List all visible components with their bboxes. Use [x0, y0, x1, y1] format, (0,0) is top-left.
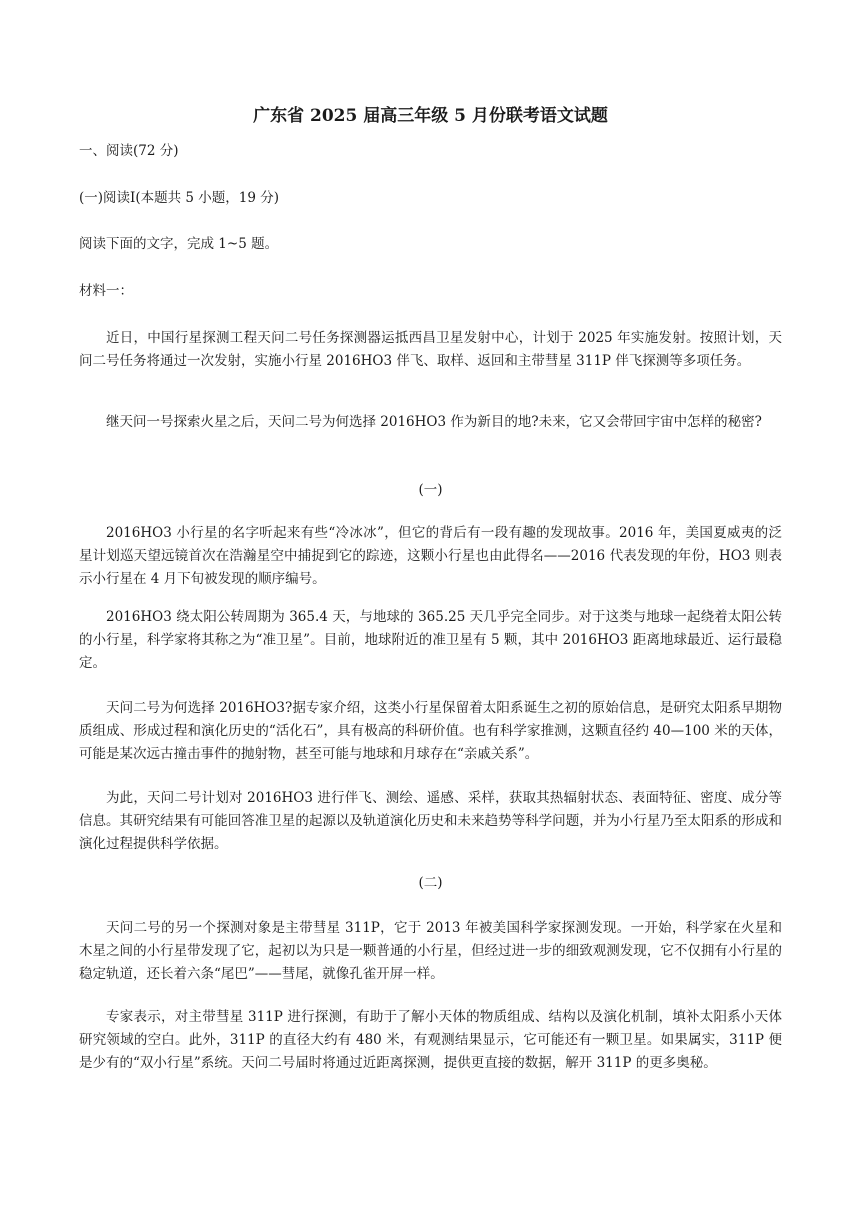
- instruction-text: 阅读下面的文字，完成 1~5 题。: [79, 236, 279, 252]
- body-paragraph: 天问二号为何选择 2016HO3?据专家介绍，这类小行星保留着太阳系诞生之初的原始信息，是研究太阳系早期物质组成、形成过程和演化历史的“活化石”，具有极高的科研价值。也有科学家推测，这颗直径约 40—100 米的天体，可能是某次远古撞击事件的抛射物，甚至可能与地球和月球存在“亲戚关系”。: [79, 700, 782, 762]
- intro-paragraph: 继天问一号探索火星之后，天问二号为何选择 2016HO3 作为新目的地?未来，它又会带回宇宙中怎样的秘密?: [106, 414, 762, 430]
- material-label: 材料一：: [79, 283, 133, 299]
- body-paragraph: 为此，天问二号计划对 2016HO3 进行伴飞、测绘、遥感、采样，获取其热辐射状态、表面特征、密度、成分等信息。其研究结果有可能回答准卫星的起源以及轨道演化历史和未来趋势等科学问题，并为小行星乃至太阳系的形成和演化过程提供科学依据。: [79, 790, 782, 852]
- part-heading-2: (二): [418, 875, 443, 891]
- subsection-heading: (一)阅读Ⅰ(本题共 5 小题，19 分): [79, 190, 280, 206]
- section-heading: 一、阅读(72 分): [79, 143, 179, 159]
- page-title: 广东省 2025 届高三年级 5 月份联考语文试题: [253, 106, 608, 126]
- body-paragraph: 专家表示，对主带彗星 311P 进行探测，有助于了解小天体的物质组成、结构以及演化机制，填补太阳系小天体研究领域的空白。此外，311P 的直径大约有 480 米，有观测结果显示，它可能还有一颗卫星。如果属实，311P 便是少有的“双小行星”系统。天问二号届时将通过近距离探测，提供更直接的数据，解开 311P 的更多奥秘。: [79, 1009, 782, 1071]
- body-paragraph: 2016HO3 小行星的名字听起来有些“冷冰冰”，但它的背后有一段有趣的发现故事。2016 年，美国夏威夷的泛星计划巡天望远镜首次在浩瀚星空中捕捉到它的踪迹，这颗小行星也由此得名——2016 代表发现的年份，HO3 则表示小行星在 4 月下旬被发现的顺序编号。: [79, 525, 782, 587]
- part-heading-1: (一): [418, 482, 443, 498]
- body-paragraph: 天问二号的另一个探测对象是主带彗星 311P，它于 2013 年被美国科学家探测发现。一开始，科学家在火星和木星之间的小行星带发现了它，起初以为只是一颗普通的小行星，但经过进一步的细致观测发现，它不仅拥有小行星的稳定轨道，还长着六条“尾巴”——彗尾，就像孔雀开屏一样。: [79, 920, 782, 982]
- body-paragraph: 2016HO3 绕太阳公转周期为 365.4 天，与地球的 365.25 天几乎完全同步。对于这类与地球一起绕着太阳公转的小行星，科学家将其称之为“准卫星”。目前，地球附近的准卫星有 5 颗，其中 2016HO3 距离地球最近、运行最稳定。: [79, 609, 782, 671]
- intro-paragraph: 近日，中国行星探测工程天问二号任务探测器运抵西昌卫星发射中心，计划于 2025 年实施发射。按照计划，天问二号任务将通过一次发射，实施小行星 2016HO3 伴飞、取样、返回和主带彗星 311P 伴飞探测等多项任务。: [79, 330, 782, 369]
